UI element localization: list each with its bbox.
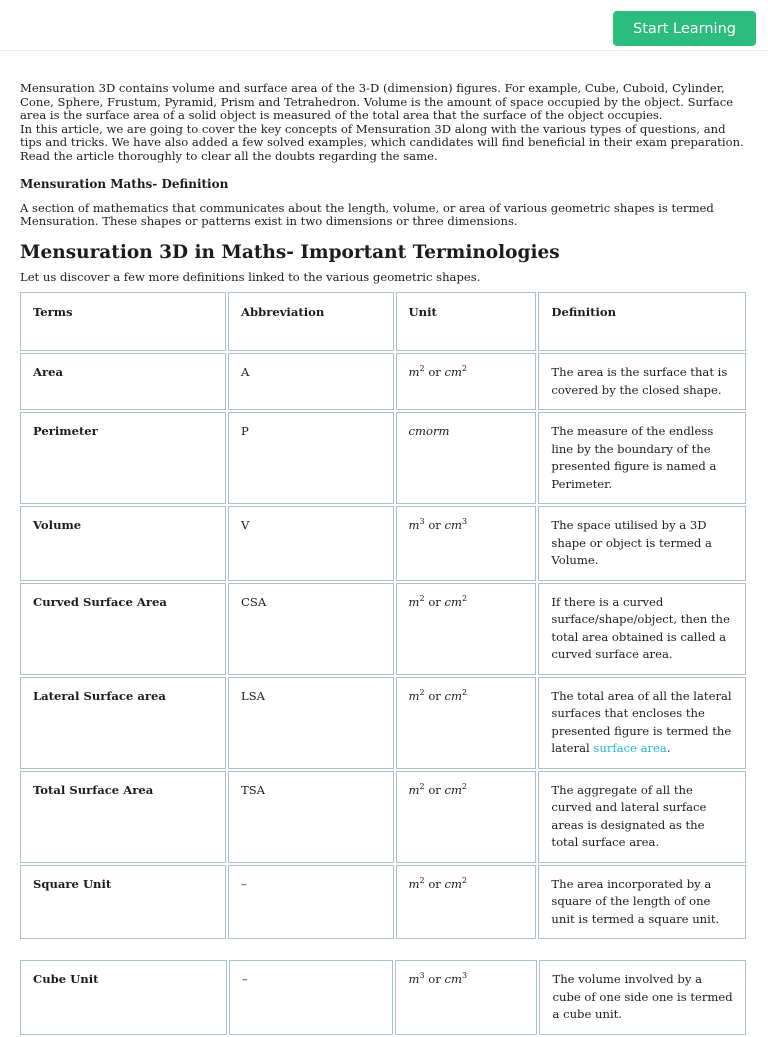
cell-abbreviation: CSA: [228, 583, 394, 675]
cell-unit: [396, 771, 537, 863]
cell-abbreviation: LSA: [228, 677, 394, 769]
unit-math: cm: [444, 518, 463, 533]
unit-exponent: 3: [419, 517, 425, 527]
definition-text: The measure of the endless line by the boundary of the presented figure is named a Perimeter.: [551, 424, 717, 491]
cell-definition: [538, 677, 746, 769]
cell-term: Perimeter: [20, 412, 226, 504]
unit-math: cm: [444, 594, 463, 609]
cell-definition: [538, 771, 746, 863]
unit-exponent: 2: [462, 781, 468, 791]
unit-exponent: 3: [462, 517, 468, 527]
definition-text-end: .: [666, 741, 671, 756]
surface-area-link[interactable]: surface area: [593, 741, 667, 756]
unit-exponent: 2: [462, 687, 468, 697]
header-unit: Unit: [396, 292, 537, 351]
cell-abbreviation: P: [228, 412, 394, 504]
unit-math: cm: [444, 782, 463, 797]
unit-separator: or: [424, 365, 445, 380]
cell-definition: [538, 412, 746, 504]
header-definition: Definition: [538, 292, 746, 351]
cell-term: Area: [20, 353, 226, 410]
cell-unit: [396, 865, 537, 940]
unit-exponent: 2: [419, 875, 425, 885]
intro-paragraph: Mensuration 3D contains volume and surface area of the 3-D (dimension) figures. For example, Cube, Cuboid, Cylinder, Cone, Sphere, Frustum, Pyramid, Prism and Tetrahedron. Volume is the amount of space occupied by the object. Surface area is the surface area of a solid object is measured of the total area that the surface of the object occupies.: [20, 81, 734, 123]
definition-text: The area is the surface that is covered by the closed shape.: [551, 365, 728, 397]
cell-definition: [538, 865, 746, 940]
table-row: [20, 583, 746, 675]
cell-definition: [538, 353, 746, 410]
cell-unit: [396, 583, 537, 675]
terminology-table-continued: [18, 958, 748, 1037]
unit-math: cm: [444, 972, 462, 987]
definition-text: The space utilised by a 3D shape or object is termed a Volume.: [551, 518, 712, 568]
cell-abbreviation: –: [229, 960, 393, 1035]
table-row: [20, 865, 746, 940]
start-learning-button[interactable]: Start Learning: [613, 11, 756, 46]
unit-math: m: [408, 972, 420, 987]
unit-separator: or: [424, 972, 445, 987]
cell-unit: [396, 677, 537, 769]
top-bar: [0, 0, 768, 51]
table-header-row: [20, 292, 746, 351]
cell-term: Square Unit: [20, 865, 226, 940]
cell-term: Cube Unit: [20, 960, 227, 1035]
unit-math: m: [408, 688, 420, 703]
cell-term: Curved Surface Area: [20, 583, 226, 675]
unit-math: m: [408, 518, 420, 533]
unit-math: cm: [444, 688, 463, 703]
terminology-table: [18, 290, 748, 941]
table-row: [20, 412, 746, 504]
cell-definition: [538, 583, 746, 675]
definition-text: If there is a curved surface/shape/object, then the total area obtained is called a curved surface area.: [551, 594, 730, 662]
unit-separator: or: [424, 594, 445, 609]
unit-separator: or: [424, 876, 445, 891]
unit-math: m: [408, 594, 420, 609]
cell-unit: [396, 506, 537, 581]
unit-math: cm: [444, 876, 463, 891]
header-terms: Terms: [20, 292, 226, 351]
cell-abbreviation: V: [228, 506, 394, 581]
cell-term: Lateral Surface area: [20, 677, 226, 769]
table-row: [20, 771, 746, 863]
unit-exponent: 2: [419, 593, 425, 603]
cell-abbreviation: –: [228, 865, 394, 940]
table-row: [20, 353, 746, 410]
unit-exponent: 2: [462, 875, 468, 885]
cell-unit: [396, 412, 537, 504]
unit-exponent: 2: [462, 593, 468, 603]
intro-paragraph-2: In this article, we are going to cover the key concepts of Mensuration 3D along with the various types of questions, and tips and tricks. We have also added a few solved examples, which candidates will find beneficial in their exam preparation. Read the article thoroughly to clear all the doubts regarding the same.: [20, 121, 744, 163]
definition-text: A section of mathematics that communicates about the length, volume, or area of various geometric shapes is termed Mensuration. These shapes or patterns exist in two dimensions or three dimensions.: [20, 200, 714, 229]
unit-exponent: 2: [419, 781, 425, 791]
cell-unit: [396, 353, 537, 410]
unit-math: m: [408, 782, 420, 797]
unit-separator: or: [424, 688, 445, 703]
definition-text: The volume involved by a cube of one side one is termed a cube unit.: [552, 972, 733, 1022]
header-abbreviation: Abbreviation: [228, 292, 394, 351]
unit-exponent: 2: [462, 364, 468, 374]
unit-exponent: 3: [461, 971, 468, 981]
article-content: [20, 80, 748, 1037]
unit-math: cmorm: [408, 424, 450, 439]
cell-abbreviation: A: [228, 353, 394, 410]
unit-math: cm: [444, 365, 463, 380]
unit-math: m: [408, 876, 420, 891]
unit-exponent: 3: [419, 971, 425, 981]
definition-text: The total area of all the lateral surfaces that encloses the presented figure is termed the lateral: [551, 688, 732, 756]
terminology-heading: Mensuration 3D in Maths- Important Terminologies: [20, 241, 560, 263]
definition-text: The area incorporated by a square of the length of one unit is termed a square unit.: [551, 876, 720, 926]
cell-definition: [538, 506, 746, 581]
unit-exponent: 2: [419, 364, 425, 374]
cell-abbreviation: TSA: [228, 771, 394, 863]
table-row: [20, 677, 746, 769]
table-body: [20, 353, 746, 939]
definition-text: The aggregate of all the curved and lateral surface areas is designated as the total surface area.: [551, 782, 707, 850]
unit-separator: or: [424, 518, 445, 533]
terminology-subtext: Let us discover a few more definitions linked to the various geometric shapes.: [20, 269, 481, 284]
definition-heading: Mensuration Maths- Definition: [20, 176, 229, 191]
unit-math: m: [408, 365, 420, 380]
unit-separator: or: [424, 782, 445, 797]
table-row: [20, 506, 746, 581]
unit-exponent: 2: [419, 687, 425, 697]
cell-term: Volume: [20, 506, 226, 581]
cell-term: Total Surface Area: [20, 771, 226, 863]
